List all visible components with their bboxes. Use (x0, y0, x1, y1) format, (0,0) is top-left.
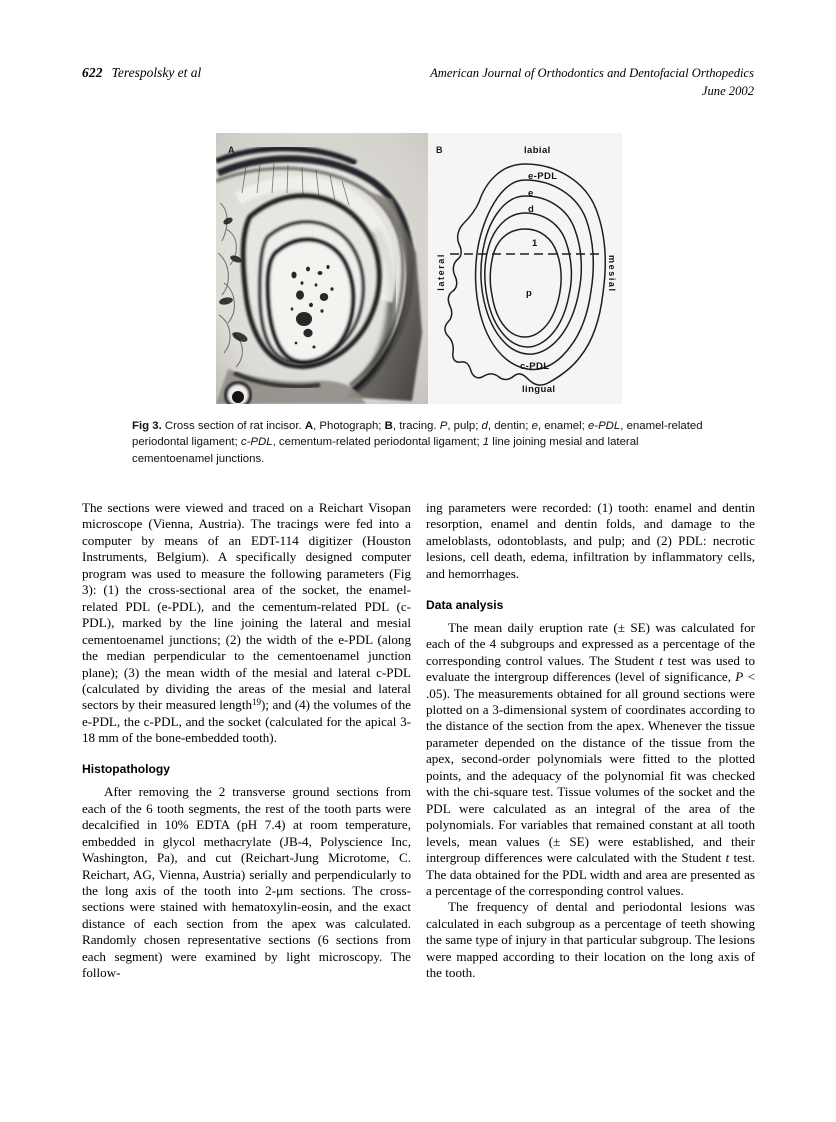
figure-panel-b-tracing (428, 133, 622, 404)
figure-caption-one: 1 (482, 436, 490, 449)
figure-caption-panel-a: A (304, 420, 314, 432)
paragraph-histopathology: After removing the 2 transverse ground sections from each of the 6 tooth segments, the rest of the tooth parts were decalcified in 10% EDTA (pH 7.4) at room temperature, embedded in glycol methacrylate (JB-4, Polyscience Inc, Washington, Pa), and cut (Reichart-Jung Microtome, C. Reichart, AG, Vienna, Austria) serially and perpendicularly to the long axis of the tooth into 2-μm sections. The cross-sections were stained with hematoxylin-eosin, and the exact distance of each section from the apex was calculated. Randomly chosen representative sections (6 sections from each segment) were examined by light microscopy. The follow- (82, 784, 411, 981)
label-enamel: e (528, 188, 534, 199)
heading-histopathology: Histopathology (82, 762, 171, 777)
student-t-italic-2: t (725, 850, 730, 866)
body-column-right (426, 500, 755, 982)
figure-caption-panel-b: B (384, 420, 393, 432)
figure-caption-text-6: , enamel; (537, 420, 588, 432)
figure-caption-d: d (481, 420, 488, 432)
body-column-left (82, 500, 411, 982)
page-number: 622 (82, 65, 103, 80)
paragraph-lesion-frequency: The frequency of dental and periodontal lesions was calculated in each subgroup as a percentage of teeth showing the same type of injury in that particular subgroup. The lesions were mapped according to their location on the long axis of the tooth. (426, 899, 755, 981)
figure-caption-e: e (531, 420, 538, 432)
figure-caption (132, 418, 704, 467)
paragraph-methods-tracing-part1: The sections were viewed and traced on a Reichart Visopan microscope (Vienna, Austria). The tracings were fed into a computer by means of an EDT-114 digitizer (Houston Instruments, Belgium). A specifically designed computer program was used to measure the following parameters (Fig 3): (1) the cross-sectional area of the socket, the enamel-related PDL (e-PDL), and the cementum-related PDL (c-PDL), marked by the line joining the lateral and mesial cementoenamel junctions; (2) the width of the e-PDL (along the median perpendicular to the cementoenamel junction plane); (3) the mean width of the mesial and lateral c-PDL (calculated by dividing the areas of the mesial and lateral sectors by their measured length (82, 500, 411, 713)
label-mesial: mesial (607, 255, 617, 293)
reference-marker-19: 19 (252, 697, 262, 708)
paragraph-methods-tracing (82, 500, 411, 747)
figure-caption-label: Fig 3. (132, 420, 162, 432)
running-head-right (430, 64, 754, 100)
paragraph-data-analysis-part2: test was used to evaluate the intergroup differences (level of significance, (426, 652, 755, 685)
paragraph-data-analysis-part3: < .05). The measurements obtained for all ground sections were plotted on a 3-dimensional system of coordinates according to the distance of the section from the apex. Whenever the tissue parameter depended on the distance of the tissue from the apex, second-order polynomials were fitted to the plotted points, and the adequacy of the polynomial fit was checked with the chi-square test. Tissue volumes of the socket and the PDL were calculated as an integral of the area of the polynomials. For variables that remained constant at all tooth levels, mean values (± SE) were established, and their intergroup differences were calculated with the Student (426, 669, 755, 866)
label-labial: labial (524, 145, 551, 156)
figure-caption-text-2: , Photograph; (313, 420, 385, 432)
figure-caption-p: P (439, 420, 448, 432)
p-value-italic: P (735, 669, 744, 685)
rat-incisor-micrograph (216, 133, 428, 404)
paragraph-methods-tracing-part2: ); and (4) the volumes of the e-PDL, the c-PDL, and the socket (calculated for the apical 3-18 mm of the bone-embedded tooth). (82, 697, 411, 746)
label-dentin: d (528, 204, 535, 215)
figure-caption-text-4: , pulp; (447, 420, 482, 432)
figure-caption-cpdl: c-PDL (240, 436, 273, 449)
figure-caption-text-8: , cementum-related periodontal ligament; (272, 436, 483, 449)
panel-b-letter: B (436, 145, 443, 155)
panel-a-letter: A (228, 145, 235, 155)
figure-caption-text-1: Cross section of rat incisor. (161, 420, 305, 432)
label-pulp: p (526, 288, 533, 299)
figure-caption-epdl: e-PDL (587, 420, 621, 432)
heading-data-analysis: Data analysis (426, 597, 504, 612)
running-head-authors: Terespolsky et al (111, 65, 202, 80)
paragraph-data-analysis (426, 620, 755, 900)
running-head-left (82, 64, 201, 82)
figure-caption-text-5: , dentin; (487, 420, 532, 432)
label-c-pdl: c-PDL (520, 361, 550, 372)
paragraph-recorded-parameters: ing parameters were recorded: (1) tooth: enamel and dentin resorption, enamel and dentin folds, and damage to the ameloblasts, odontoblasts, and pulp; and (2) PDL: necrotic lesions, cell death, edema, infiltration by inflammatory cells, and hemorrhages. (426, 500, 755, 581)
label-lateral: lateral (436, 253, 446, 291)
figure-caption-text-9: line joining mesial and lateral cementoenamel junctions. (132, 436, 639, 465)
label-e-pdl: e-PDL (528, 171, 558, 182)
figure-caption-text-3: , tracing. (392, 420, 440, 432)
student-t-italic-1: t (659, 652, 663, 668)
issue-date: June 2002 (701, 84, 754, 98)
paragraph-data-analysis-part1: The mean daily eruption rate (± SE) was calculated for each of the 4 subgroups and expressed as a percentage of the corresponding control values. The Student (426, 619, 755, 668)
label-junction-line: 1 (532, 238, 538, 249)
figure-panel-a-photograph (216, 133, 428, 404)
paragraph-data-analysis-part4: test. The data obtained for the PDL width and area are presented as a percentage of the corresponding control values. (426, 850, 755, 899)
running-head (82, 64, 754, 106)
figure-3 (216, 133, 622, 404)
label-lingual: lingual (522, 384, 556, 395)
journal-title: American Journal of Orthodontics and Dentofacial Orthopedics (430, 66, 754, 80)
figure-caption-text-7: , enamel-related periodontal ligament; (132, 420, 703, 449)
